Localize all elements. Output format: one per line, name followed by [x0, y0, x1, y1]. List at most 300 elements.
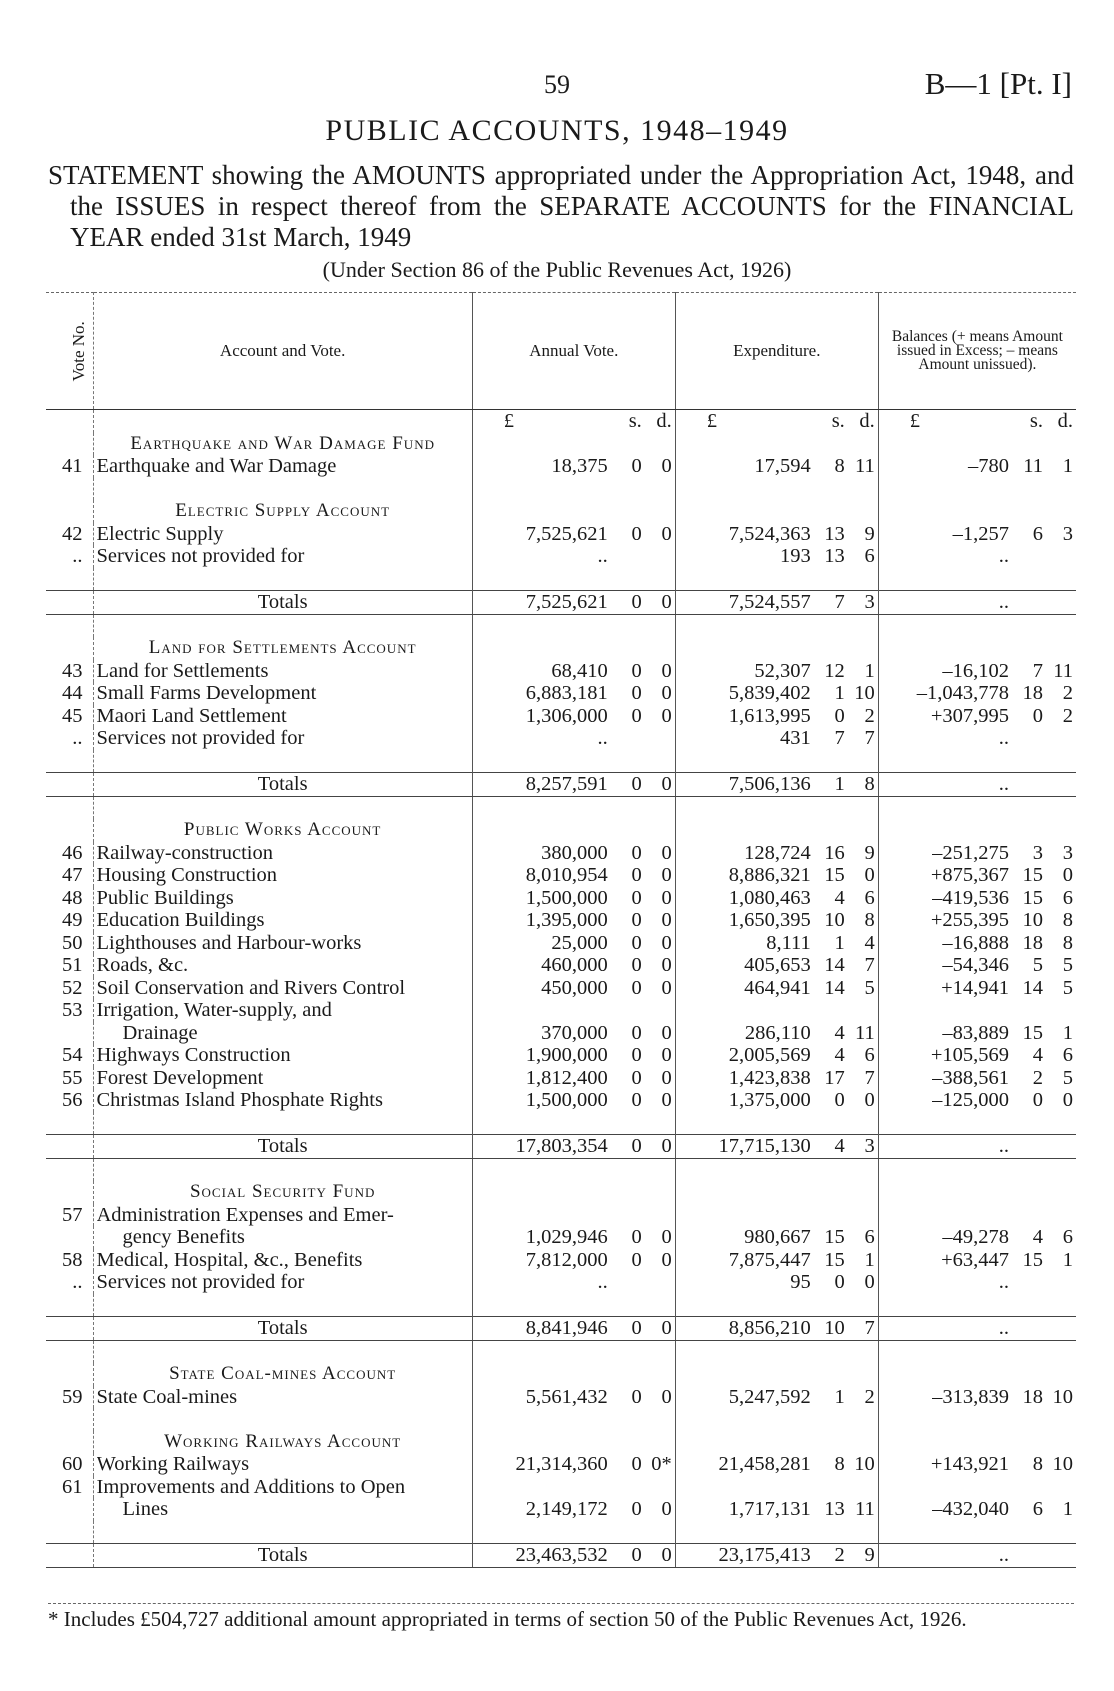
table-row	[46, 1089, 1076, 1112]
expenditure-pence: 7	[864, 954, 875, 976]
spacer-cell	[878, 1294, 1076, 1317]
spacer-cell	[93, 568, 472, 591]
section-heading: Social Security Fund	[93, 1181, 472, 1204]
expenditure	[675, 455, 878, 478]
section-heading-row	[46, 500, 1076, 523]
annual-vote	[472, 1089, 675, 1112]
balance-pence: 2	[1062, 704, 1073, 727]
account-name-text: Irrigation, Water-supply, and	[96, 999, 332, 1021]
balance-pence: 3	[1062, 522, 1073, 545]
balance-shillings: 4	[1032, 1226, 1043, 1248]
section-blank	[472, 1431, 675, 1454]
account-name-text: Land for Settlements	[96, 659, 269, 682]
spacer-cell	[46, 1340, 93, 1363]
table-row	[46, 1204, 1076, 1227]
section-vote	[46, 637, 93, 660]
balance	[878, 1498, 1076, 1521]
section-heading-row	[46, 1431, 1076, 1454]
section-blank	[878, 819, 1076, 842]
annual-vote	[472, 1044, 675, 1067]
spacer-cell	[878, 1340, 1076, 1363]
vote-number: 61	[46, 1476, 93, 1499]
account-name-text: Education Buildings	[96, 909, 265, 931]
totals-annual-vote-pounds: 7,525,621	[525, 591, 608, 613]
vote-number: 44	[46, 682, 93, 705]
totals-annual-vote-shillings: 0	[631, 773, 642, 795]
totals-vote	[46, 773, 93, 797]
account-name-text: Public Buildings	[96, 886, 234, 909]
expenditure	[675, 1044, 878, 1067]
account-name-text: Highways Construction	[96, 1044, 291, 1066]
balance-shillings: 15	[1022, 1021, 1043, 1044]
spacer-cell	[675, 614, 878, 637]
spacer-cell	[46, 1408, 93, 1431]
totals-expenditure-pounds: 23,175,413	[718, 1544, 811, 1566]
account-name	[93, 1067, 472, 1090]
annual-vote-shillings: 0	[631, 1453, 642, 1475]
annual-vote	[472, 1498, 675, 1521]
balance-pence	[1043, 1271, 1073, 1294]
expenditure-pounds: 52,307	[754, 659, 811, 682]
account-name	[93, 887, 472, 910]
expenditure-pence: 0	[864, 1271, 875, 1293]
section-heading: State Coal-mines Account	[93, 1363, 472, 1386]
vote-number: 53	[46, 999, 93, 1022]
annual-vote	[472, 977, 675, 1000]
expenditure	[675, 705, 878, 728]
vote-number: 50	[46, 932, 93, 955]
expenditure-shillings: 17	[824, 1066, 845, 1089]
expenditure-shillings: 15	[824, 864, 845, 886]
expenditure	[675, 1498, 878, 1521]
balance-pence: 0	[1062, 864, 1073, 886]
annual-vote-pounds: 1,500,000	[525, 886, 608, 909]
expenditure-pence: 6	[864, 886, 875, 909]
expenditure-pounds: 193	[780, 545, 811, 567]
table-row	[46, 909, 1076, 932]
spacer-cell	[878, 1112, 1076, 1135]
account-name-text: Maori Land Settlement	[96, 704, 287, 727]
spacer-cell	[878, 1158, 1076, 1181]
totals-label: Totals	[93, 1317, 472, 1341]
totals-balance-pence	[1043, 1135, 1073, 1158]
annual-vote-pounds: 1,395,000	[525, 909, 608, 931]
account-name-text: Earthquake and War Damage	[96, 455, 337, 477]
balance-shillings: 18	[1022, 1385, 1043, 1408]
header-balances: Balances (+ means Amount issued in Excess; – means Amount unissued).	[878, 293, 1076, 410]
annual-vote	[472, 1249, 675, 1272]
annual-vote-shillings: 0	[631, 909, 642, 931]
spacer-cell	[472, 750, 675, 773]
vote-number: 47	[46, 864, 93, 887]
expenditure-pence: 1	[864, 659, 875, 682]
spacer-cell	[675, 1112, 878, 1135]
expenditure	[675, 523, 878, 546]
account-name	[93, 977, 472, 1000]
document-reference: B—1 [Pt. I]	[924, 66, 1072, 101]
annual-vote	[472, 705, 675, 728]
annual-vote-pence: 0	[661, 1385, 672, 1408]
expenditure-pence: 7	[864, 1066, 875, 1089]
annual-vote	[472, 1204, 675, 1227]
footnote: * Includes £504,727 additional amount appropriated in terms of section 50 of the Public Revenues Act, 1926.	[48, 1607, 967, 1631]
units-cell	[675, 410, 878, 433]
totals-annual-vote	[472, 1135, 675, 1159]
section-blank	[878, 1363, 1076, 1386]
balance-pounds: –313,839	[932, 1385, 1009, 1408]
balance-pounds: –16,102	[942, 659, 1009, 682]
annual-vote-shillings: 0	[631, 1248, 642, 1271]
vote-number: 45	[46, 705, 93, 728]
table-row	[46, 660, 1076, 683]
vote-number: ..	[46, 1271, 93, 1294]
annual-vote-shillings	[608, 545, 642, 568]
annual-vote-shillings	[608, 727, 642, 750]
expenditure	[675, 1089, 878, 1112]
table-row	[46, 682, 1076, 705]
annual-vote-shillings: 0	[631, 931, 642, 954]
spacer-cell	[46, 614, 93, 637]
annual-vote-pence: 0	[661, 682, 672, 704]
balance-pence: 10	[1052, 1385, 1073, 1408]
section-heading-row	[46, 819, 1076, 842]
header-vote-no: Vote No.	[46, 293, 93, 410]
expenditure-pence: 2	[864, 1385, 875, 1408]
annual-vote	[472, 1067, 675, 1090]
vote-number: 55	[46, 1067, 93, 1090]
totals-annual-vote	[472, 1317, 675, 1341]
table-row	[46, 1453, 1076, 1476]
balance	[878, 1089, 1076, 1112]
table-header-row	[46, 293, 1076, 410]
spacer-cell	[472, 1408, 675, 1431]
vote-number: 49	[46, 909, 93, 932]
accounts-table	[46, 292, 1076, 1568]
spacer-cell	[93, 1294, 472, 1317]
account-name-text: gency Benefits	[122, 1226, 245, 1248]
totals-annual-vote-pounds: 8,257,591	[525, 773, 608, 795]
annual-vote-shillings: 0	[631, 455, 642, 477]
table-row	[46, 1249, 1076, 1272]
vote-number: 51	[46, 954, 93, 977]
spacer-row	[46, 1408, 1076, 1431]
totals-expenditure-pence: 9	[864, 1544, 875, 1566]
unit-label: s.	[1029, 410, 1043, 432]
account-name	[93, 864, 472, 887]
expenditure-shillings: 4	[834, 1044, 845, 1066]
expenditure-pounds: 1,423,838	[728, 1066, 811, 1089]
expenditure-shillings: 1	[834, 682, 845, 704]
account-name-text: Lighthouses and Harbour-works	[96, 931, 362, 954]
table-row	[46, 1067, 1076, 1090]
totals-expenditure-pence: 3	[864, 1135, 875, 1157]
expenditure-pounds: 464,941	[744, 976, 811, 999]
totals-balance	[878, 773, 1076, 797]
units-cell	[472, 410, 675, 433]
expenditure-pence: 7	[864, 727, 875, 749]
account-name-text: Electric Supply	[96, 522, 224, 545]
spacer-cell	[46, 1158, 93, 1181]
spacer-cell	[46, 478, 93, 501]
balance-pounds: ..	[998, 545, 1009, 567]
expenditure-pence: 10	[854, 1453, 875, 1475]
totals-balance	[878, 1135, 1076, 1159]
expenditure-shillings: 16	[824, 841, 845, 864]
spacer-cell	[675, 796, 878, 819]
totals-expenditure-pence: 7	[864, 1317, 875, 1339]
balance-pence: 5	[1062, 954, 1073, 976]
expenditure	[675, 842, 878, 865]
spacer-cell	[472, 568, 675, 591]
balance	[878, 545, 1076, 568]
annual-vote	[472, 842, 675, 865]
expenditure-pence: 10	[854, 682, 875, 704]
expenditure-pounds: 5,839,402	[728, 682, 811, 704]
header-annual-vote: Annual Vote.	[472, 293, 675, 410]
spacer-cell	[93, 1521, 472, 1544]
vote-number: 42	[46, 523, 93, 546]
totals-balance	[878, 591, 1076, 615]
annual-vote	[472, 887, 675, 910]
spacer-cell	[675, 568, 878, 591]
expenditure-pounds: 1,650,395	[728, 909, 811, 931]
expenditure	[675, 545, 878, 568]
balance-pence: 5	[1062, 1066, 1073, 1089]
expenditure-pounds: 128,724	[744, 841, 811, 864]
annual-vote-pounds: ..	[597, 1271, 608, 1293]
account-name-text: Lines	[122, 1498, 169, 1520]
annual-vote-shillings: 0	[631, 1021, 642, 1044]
totals-expenditure	[675, 773, 878, 797]
account-name-text: Small Farms Development	[96, 682, 317, 704]
totals-balance-shillings	[1009, 1135, 1043, 1158]
totals-balance-pounds: ..	[998, 1135, 1009, 1157]
expenditure-pounds: 1,717,131	[728, 1498, 811, 1520]
expenditure-pence: 0	[864, 1089, 875, 1111]
section-blank	[878, 1431, 1076, 1454]
expenditure-pounds: 7,875,447	[728, 1248, 811, 1271]
annual-vote-shillings	[608, 1271, 642, 1294]
account-name-text: Soil Conservation and Rivers Control	[96, 976, 406, 999]
totals-annual-vote-pence: 0	[661, 1544, 672, 1566]
balance	[878, 682, 1076, 705]
totals-balance-pence	[1043, 773, 1073, 796]
spacer-cell	[472, 1158, 675, 1181]
annual-vote-shillings: 0	[631, 886, 642, 909]
account-name	[93, 1022, 472, 1045]
spacer-cell	[93, 1340, 472, 1363]
spacer-cell	[878, 1521, 1076, 1544]
annual-vote	[472, 1022, 675, 1045]
annual-vote-pence	[642, 727, 672, 750]
unit-label: £	[909, 410, 921, 432]
expenditure-pounds: 17,594	[754, 455, 811, 477]
expenditure-pounds: 980,667	[744, 1226, 811, 1248]
expenditure-pence: 1	[864, 1248, 875, 1271]
expenditure-pounds: 95	[790, 1271, 811, 1293]
balance-pounds: –419,536	[932, 886, 1009, 909]
balance-shillings: 15	[1022, 864, 1043, 886]
account-name	[93, 1386, 472, 1409]
annual-vote-pence: 0	[661, 976, 672, 999]
annual-vote	[472, 545, 675, 568]
spacer-cell	[675, 1158, 878, 1181]
annual-vote-shillings: 0	[631, 954, 642, 976]
table-body	[46, 410, 1076, 1568]
expenditure-pounds: 1,375,000	[728, 1089, 811, 1111]
section-vote	[46, 1363, 93, 1386]
balance	[878, 932, 1076, 955]
annual-vote-shillings: 0	[631, 841, 642, 864]
expenditure-pence: 5	[864, 976, 875, 999]
annual-vote-pence: 0	[661, 455, 672, 477]
spacer-cell	[472, 614, 675, 637]
annual-vote-pounds: 1,900,000	[525, 1044, 608, 1066]
account-name-text: Improvements and Additions to Open	[96, 1475, 406, 1498]
spacer-row	[46, 1521, 1076, 1544]
expenditure	[675, 1453, 878, 1476]
totals-balance-pence	[1043, 1317, 1073, 1340]
table-row	[46, 1386, 1076, 1409]
balance-pence: 6	[1062, 1226, 1073, 1248]
balance-pounds: –1,257	[952, 522, 1009, 545]
expenditure-shillings: 15	[824, 1226, 845, 1248]
expenditure-shillings: 10	[824, 909, 845, 931]
section-blank	[878, 500, 1076, 523]
balance-pence: 1	[1062, 1021, 1073, 1044]
expenditure-pounds: 1,080,463	[728, 886, 811, 909]
expenditure-shillings: 0	[834, 1089, 845, 1111]
totals-expenditure-pence: 8	[864, 773, 875, 795]
balance-pence: 8	[1062, 909, 1073, 931]
spacer-cell	[472, 1340, 675, 1363]
balance-pounds: –1,043,778	[916, 682, 1009, 704]
annual-vote-shillings: 0	[631, 659, 642, 682]
balance-pounds: –83,889	[942, 1021, 1009, 1044]
account-name-text: Medical, Hospital, &c., Benefits	[96, 1248, 363, 1271]
balance	[878, 523, 1076, 546]
totals-vote	[46, 1544, 93, 1568]
balance-pounds: +63,447	[941, 1248, 1009, 1271]
section-blank	[472, 1181, 675, 1204]
vote-number: 58	[46, 1249, 93, 1272]
totals-annual-vote-pounds: 23,463,532	[515, 1544, 608, 1566]
balance	[878, 1476, 1076, 1499]
expenditure	[675, 1022, 878, 1045]
balance-shillings	[1009, 727, 1043, 750]
totals-annual-vote-pence: 0	[661, 1317, 672, 1339]
balance-pounds: ..	[998, 727, 1009, 749]
balance-pence: 2	[1062, 682, 1073, 704]
spacer-cell	[472, 1294, 675, 1317]
account-name	[93, 727, 472, 750]
account-name-text: Forest Development	[96, 1066, 264, 1089]
annual-vote-pounds: 460,000	[541, 954, 608, 976]
balance-pence: 5	[1062, 976, 1073, 999]
account-name	[93, 1498, 472, 1521]
unit-label: s.	[831, 410, 845, 432]
expenditure-shillings: 12	[824, 659, 845, 682]
account-name-text: Working Railways	[96, 1453, 250, 1475]
balance-pence: 3	[1062, 841, 1073, 864]
expenditure-pence: 11	[855, 1021, 875, 1044]
balance-shillings: 10	[1022, 909, 1043, 931]
balance	[878, 1226, 1076, 1249]
balance-pence	[1043, 545, 1073, 568]
annual-vote	[472, 1271, 675, 1294]
totals-annual-vote	[472, 773, 675, 797]
annual-vote	[472, 932, 675, 955]
expenditure-shillings: 0	[834, 704, 845, 727]
expenditure-shillings: 8	[834, 455, 845, 477]
annual-vote-shillings: 0	[631, 1089, 642, 1111]
annual-vote-pounds: 1,500,000	[525, 1089, 608, 1111]
annual-vote-pounds: 5,561,432	[525, 1385, 608, 1408]
balance-pounds: –16,888	[942, 931, 1009, 954]
totals-expenditure	[675, 591, 878, 615]
account-name	[93, 842, 472, 865]
vote-number: 54	[46, 1044, 93, 1067]
expenditure	[675, 909, 878, 932]
totals-label: Totals	[93, 1135, 472, 1159]
spacer-cell	[878, 478, 1076, 501]
unit-label: s.	[628, 410, 642, 432]
expenditure-pounds: 405,653	[744, 954, 811, 976]
balance-pence: 6	[1062, 1044, 1073, 1066]
account-name	[93, 705, 472, 728]
section-blank	[675, 1181, 878, 1204]
expenditure-shillings: 4	[834, 886, 845, 909]
balance-pounds: –388,561	[932, 1066, 1009, 1089]
balance-shillings: 18	[1022, 931, 1043, 954]
table-row	[46, 545, 1076, 568]
vote-number: ..	[46, 545, 93, 568]
totals-expenditure-shillings: 1	[834, 773, 845, 795]
annual-vote	[472, 455, 675, 478]
annual-vote-pence: 0	[661, 1089, 672, 1111]
balance	[878, 727, 1076, 750]
balance	[878, 1386, 1076, 1409]
totals-expenditure-shillings: 2	[834, 1544, 845, 1566]
totals-row	[46, 1135, 1076, 1159]
annual-vote-pence	[642, 545, 672, 568]
spacer-cell	[675, 478, 878, 501]
unit-label: d.	[859, 410, 875, 432]
annual-vote	[472, 1476, 675, 1499]
spacer-row	[46, 796, 1076, 819]
spacer-cell	[675, 1521, 878, 1544]
expenditure-pence: 8	[864, 909, 875, 931]
annual-vote-pence: 0	[661, 1498, 672, 1520]
totals-balance-pence	[1043, 591, 1073, 614]
annual-vote-pence: 0*	[651, 1453, 672, 1475]
balance-shillings: 18	[1022, 682, 1043, 704]
annual-vote-pence: 0	[661, 909, 672, 931]
expenditure-pounds: 8,886,321	[728, 864, 811, 886]
spacer-cell	[878, 1408, 1076, 1431]
account-name-text: Administration Expenses and Emer-	[96, 1203, 394, 1226]
annual-vote	[472, 727, 675, 750]
annual-vote-pounds: 7,525,621	[525, 522, 608, 545]
spacer-cell	[46, 1521, 93, 1544]
account-name	[93, 1226, 472, 1249]
balance	[878, 705, 1076, 728]
table-row	[46, 954, 1076, 977]
expenditure	[675, 1386, 878, 1409]
annual-vote	[472, 864, 675, 887]
spacer-row	[46, 1158, 1076, 1181]
balance	[878, 660, 1076, 683]
